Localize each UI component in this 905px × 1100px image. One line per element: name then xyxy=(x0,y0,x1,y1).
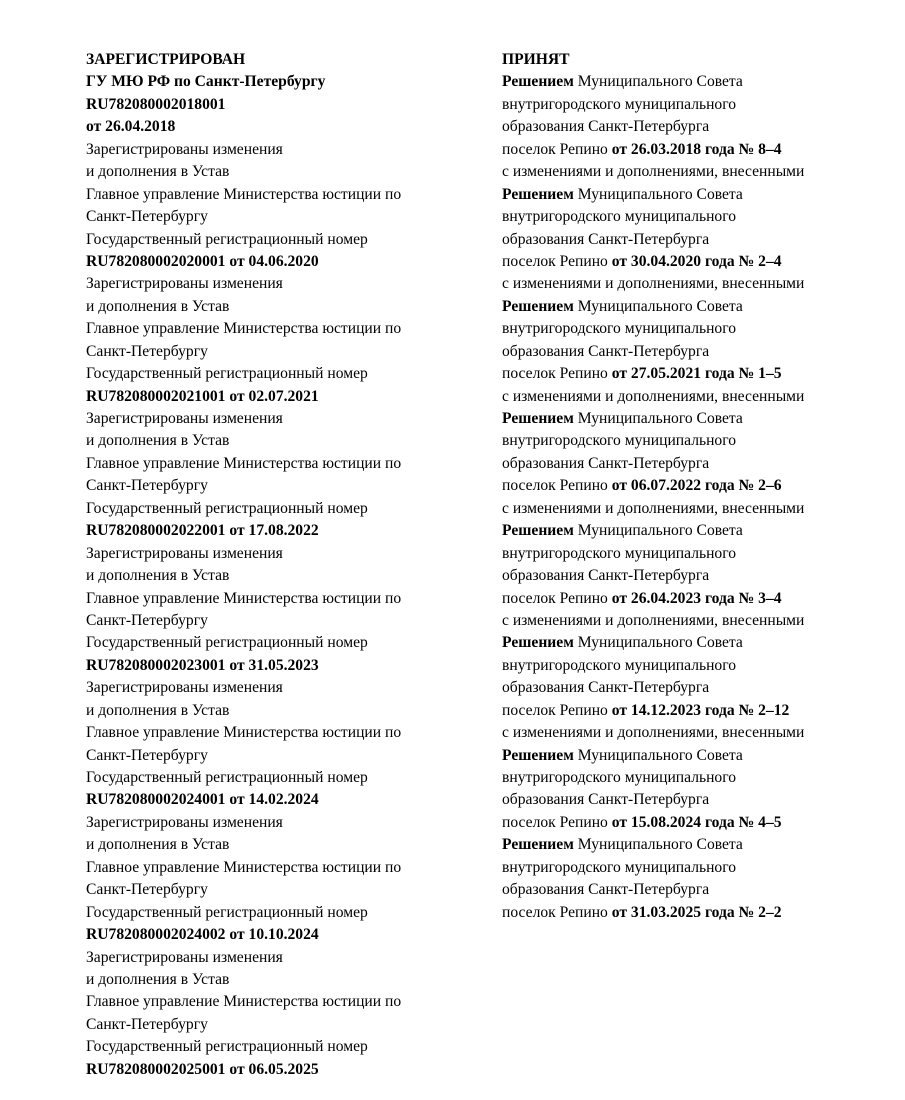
decision-line xyxy=(502,184,804,206)
decision-entry xyxy=(502,745,804,835)
decision-date-line xyxy=(502,363,804,385)
amendment-entry xyxy=(86,408,401,543)
registration-column xyxy=(86,49,401,1081)
decision-lead: Решением xyxy=(502,634,574,652)
municipality-line: образования Санкт-Петербурга xyxy=(502,679,710,697)
amendment-entry xyxy=(86,947,401,1082)
amendment-line: Зарегистрированы изменения xyxy=(86,544,283,562)
decision-date-line xyxy=(502,251,804,273)
decision-lead: Решением xyxy=(502,522,574,540)
decision-line xyxy=(502,632,804,654)
settlement-name: поселок Репино xyxy=(502,589,612,607)
ministry-line: Главное управление Министерства юстиции по xyxy=(86,589,402,607)
settlement-name: поселок Репино xyxy=(502,252,612,270)
decision-date-line xyxy=(502,139,804,161)
amendment-line: Зарегистрированы изменения xyxy=(86,410,283,427)
amendment-line: и дополнения в Устав xyxy=(86,432,230,450)
council-name: Муниципального Совета xyxy=(573,522,743,540)
municipal-line: внутригородского муниципального xyxy=(502,858,737,876)
amendment-entry xyxy=(86,812,401,947)
decision-line xyxy=(502,745,804,767)
amendment-line: и дополнения в Устав xyxy=(86,297,230,315)
municipal-line: внутригородского муниципального xyxy=(502,432,737,450)
decision-entry xyxy=(502,408,804,520)
ministry-city-line: Санкт-Петербургу xyxy=(86,477,208,495)
decision-entry xyxy=(502,520,804,632)
ministry-line: Главное управление Министерства юстиции по xyxy=(86,724,402,742)
settlement-name: поселок Репино xyxy=(502,813,612,831)
municipal-line: внутригородского муниципального xyxy=(502,544,737,562)
ministry-line: Главное управление Министерства юстиции по xyxy=(86,320,402,338)
decision-date: от 15.08.2024 года № 4–5 xyxy=(611,813,782,831)
council-name: Муниципального Совета xyxy=(573,746,743,764)
municipality-line: образования Санкт-Петербурга xyxy=(502,230,710,248)
decision-line xyxy=(502,834,804,856)
adopted-heading: ПРИНЯТ xyxy=(502,51,570,68)
registration-number: RU782080002024002 от 10.10.2024 xyxy=(86,926,319,944)
municipality-line: образования Санкт-Петербурга xyxy=(502,567,710,585)
settlement-name: поселок Репино xyxy=(502,140,612,158)
amendment-line: Зарегистрированы изменения xyxy=(86,679,283,697)
amendments-list xyxy=(86,139,401,1081)
amendment-entry xyxy=(86,677,401,812)
registration-number-label: Государственный регистрационный номер xyxy=(86,365,368,383)
decision-date-line xyxy=(502,475,804,497)
council-name: Муниципального Совета xyxy=(573,836,743,854)
decision-date: от 26.04.2023 года № 3–4 xyxy=(611,589,782,607)
registration-number: RU782080002025001 от 06.05.2025 xyxy=(86,1060,319,1078)
adoption-column xyxy=(502,49,804,924)
ministry-line: Главное управление Министерства юстиции по xyxy=(86,454,402,472)
municipal-line: внутригородского муниципального xyxy=(502,769,737,786)
amendment-line: и дополнения в Устав xyxy=(86,701,230,719)
municipal-line: внутригородского муниципального xyxy=(502,656,737,674)
registration-authority: ГУ МЮ РФ по Санкт-Петербургу xyxy=(86,73,326,91)
amendment-line: и дополнения в Устав xyxy=(86,970,230,988)
decision-entry xyxy=(502,296,804,408)
amendment-entry xyxy=(86,273,401,408)
settlement-name: поселок Репино xyxy=(502,701,612,719)
decision-lead: Решением xyxy=(502,297,574,315)
municipality-line: образования Санкт-Петербурга xyxy=(502,342,710,360)
decision-entry xyxy=(502,834,804,924)
registered-heading: ЗАРЕГИСТРИРОВАН xyxy=(86,51,246,68)
ministry-city-line: Санкт-Петербургу xyxy=(86,208,208,226)
registration-number-label: Государственный регистрационный номер xyxy=(86,230,368,248)
amendments-note: с изменениями и дополнениями, внесенными xyxy=(502,499,805,517)
decision-lead: Решением xyxy=(502,746,574,764)
decision-date-line xyxy=(502,700,804,722)
decision-date-line xyxy=(502,902,804,924)
registration-number-label: Государственный регистрационный номер xyxy=(86,903,368,921)
decision-date: от 31.03.2025 года № 2–2 xyxy=(611,903,782,921)
amendments-note: с изменениями и дополнениями, внесенными xyxy=(502,163,805,181)
registration-number: RU782080002023001 от 31.05.2023 xyxy=(86,656,319,674)
settlement-name: поселок Репино xyxy=(502,365,612,383)
decisions-list xyxy=(502,71,804,924)
amendments-note: с изменениями и дополнениями, внесенными xyxy=(502,611,805,629)
initial-registration-date: от 26.04.2018 xyxy=(86,118,176,136)
decision-date: от 27.05.2021 года № 1–5 xyxy=(611,365,782,383)
municipality-line: образования Санкт-Петербурга xyxy=(502,118,710,136)
ministry-city-line: Санкт-Петербургу xyxy=(86,746,208,764)
registration-number: RU782080002024001 от 14.02.2024 xyxy=(86,791,319,809)
council-name: Муниципального Совета xyxy=(573,185,743,203)
registration-number-label: Государственный регистрационный номер xyxy=(86,769,368,786)
ministry-city-line: Санкт-Петербургу xyxy=(86,881,208,899)
amendments-note: с изменениями и дополнениями, внесенными xyxy=(502,275,805,293)
municipal-line: внутригородского муниципального xyxy=(502,320,737,338)
municipal-line: внутригородского муниципального xyxy=(502,95,737,113)
municipality-line: образования Санкт-Петербурга xyxy=(502,791,710,809)
municipality-line: образования Санкт-Петербурга xyxy=(502,454,710,472)
initial-registration-number: RU782080002018001 xyxy=(86,95,226,113)
decision-lead: Решением xyxy=(502,836,574,854)
decision-entry xyxy=(502,71,804,183)
amendment-line: и дополнения в Устав xyxy=(86,567,230,585)
registration-number-label: Государственный регистрационный номер xyxy=(86,499,368,517)
decision-date: от 14.12.2023 года № 2–12 xyxy=(611,701,790,719)
amendment-line: Зарегистрированы изменения xyxy=(86,140,283,158)
municipality-line: образования Санкт-Петербурга xyxy=(502,881,710,899)
council-name: Муниципального Совета xyxy=(573,410,743,427)
decision-lead: Решением xyxy=(502,73,574,91)
decision-date-line xyxy=(502,588,804,610)
decision-date: от 26.03.2018 года № 8–4 xyxy=(611,140,782,158)
ministry-line: Главное управление Министерства юстиции по xyxy=(86,185,402,203)
ministry-city-line: Санкт-Петербургу xyxy=(86,1015,208,1033)
decision-lead: Решением xyxy=(502,410,574,427)
registration-number-label: Государственный регистрационный номер xyxy=(86,634,368,652)
registration-number-label: Государственный регистрационный номер xyxy=(86,1038,368,1056)
decision-date: от 06.07.2022 года № 2–6 xyxy=(611,477,782,495)
decision-lead: Решением xyxy=(502,185,574,203)
municipal-line: внутригородского муниципального xyxy=(502,208,737,226)
amendments-note: с изменениями и дополнениями, внесенными xyxy=(502,724,805,742)
decision-line xyxy=(502,408,804,430)
amendments-note: с изменениями и дополнениями, внесенными xyxy=(502,387,805,405)
amendment-line: и дополнения в Устав xyxy=(86,163,230,181)
decision-entry xyxy=(502,184,804,296)
decision-line xyxy=(502,296,804,318)
decision-line xyxy=(502,520,804,542)
amendment-line: Зарегистрированы изменения xyxy=(86,275,283,293)
ministry-city-line: Санкт-Петербургу xyxy=(86,342,208,360)
council-name: Муниципального Совета xyxy=(573,73,743,91)
registration-number: RU782080002020001 от 04.06.2020 xyxy=(86,252,319,270)
amendment-line: Зарегистрированы изменения xyxy=(86,948,283,966)
ministry-line: Главное управление Министерства юстиции по xyxy=(86,858,402,876)
ministry-city-line: Санкт-Петербургу xyxy=(86,611,208,629)
registration-number: RU782080002022001 от 17.08.2022 xyxy=(86,522,319,540)
ministry-line: Главное управление Министерства юстиции по xyxy=(86,993,402,1011)
amendment-entry xyxy=(86,543,401,678)
registration-number: RU782080002021001 от 02.07.2021 xyxy=(86,387,319,405)
decision-date-line xyxy=(502,812,804,834)
settlement-name: поселок Репино xyxy=(502,477,612,495)
settlement-name: поселок Репино xyxy=(502,903,612,921)
decision-date: от 30.04.2020 года № 2–4 xyxy=(611,252,782,270)
council-name: Муниципального Совета xyxy=(573,297,743,315)
decision-line xyxy=(502,71,804,93)
amendment-entry xyxy=(86,139,401,274)
decision-entry xyxy=(502,632,804,744)
council-name: Муниципального Совета xyxy=(573,634,743,652)
amendment-line: и дополнения в Устав xyxy=(86,836,230,854)
amendment-line: Зарегистрированы изменения xyxy=(86,813,283,831)
